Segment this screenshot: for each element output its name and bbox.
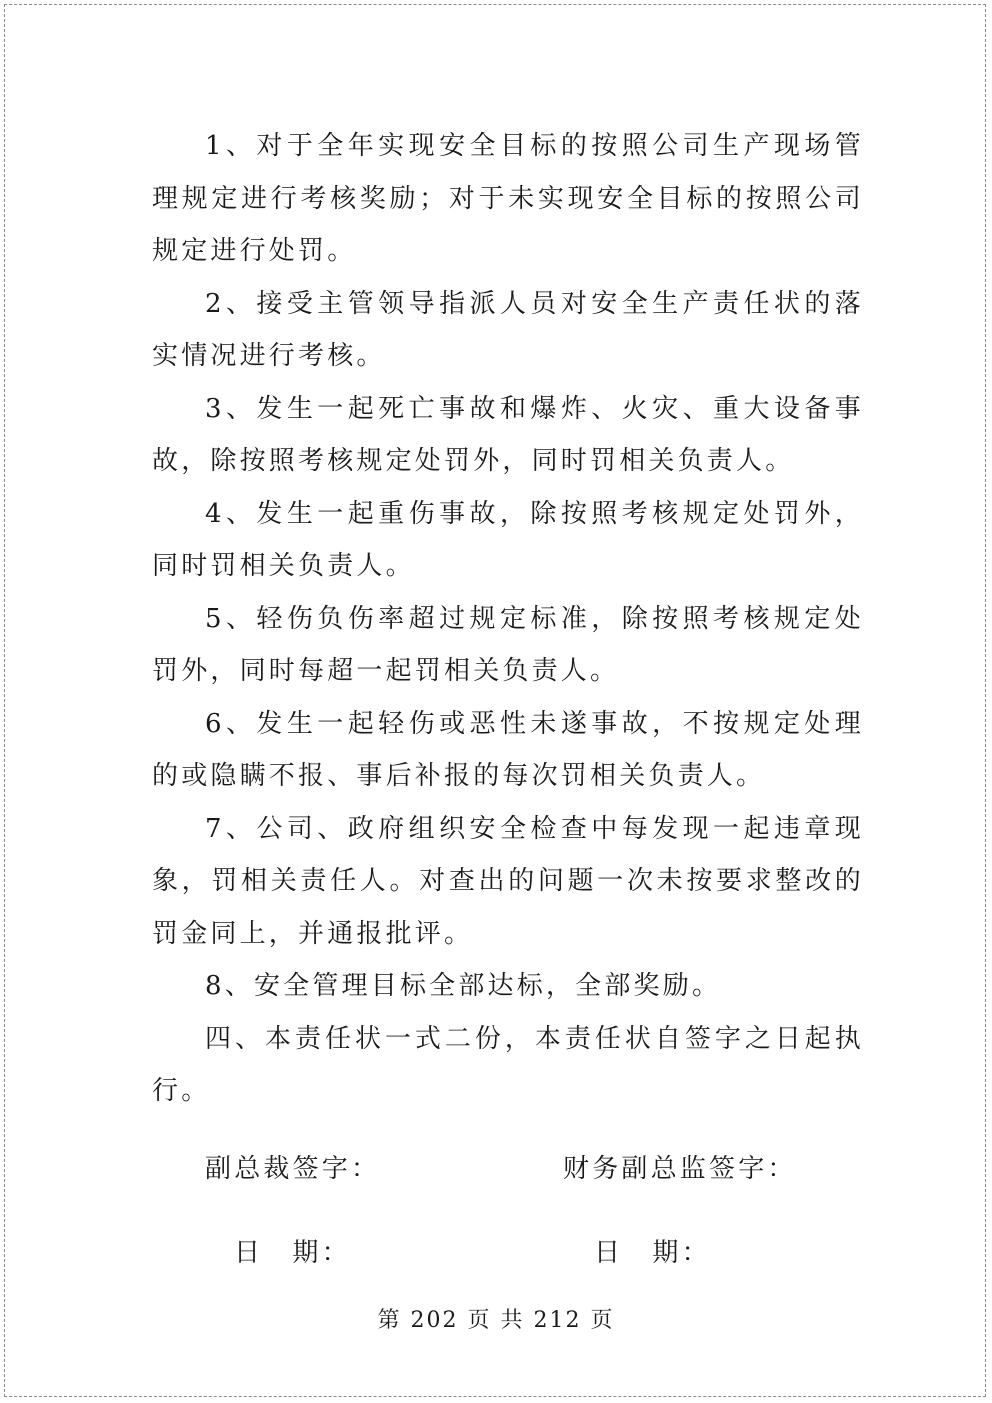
clause-1: 1、对于全年实现安全目标的按照公司生产现场管理规定进行考核奖励；对于未实现安全目标的按照公司规定进行处罚。 [152,131,864,266]
page-number-footer: 第 202 页 共 212 页 [377,1308,615,1333]
clause-8: 8、安全管理目标全部达标，全部奖励。 [205,971,722,1001]
clause-6: 6、发生一起轻伤或恶性未遂事故，不按规定处理的或隐瞒不报、事后补报的每次罚相关负责人。 [152,708,864,791]
clause-execution: 四、本责任状一式二份，本责任状自签字之日起执行。 [152,1023,864,1106]
clause-4: 4、发生一起重伤事故，除按照考核规定处罚外，同时罚相关负责人。 [152,498,864,581]
document-body [152,120,864,1118]
clause-5: 5、轻伤负伤率超过规定标准，除按照考核规定处罚外，同时每超一起罚相关负责人。 [152,603,864,686]
vp-signature-label: 副总裁签字： [205,1154,381,1184]
finance-date-label: 日 期： [594,1238,711,1268]
clause-2: 2、接受主管领导指派人员对安全生产责任状的落实情况进行考核。 [152,288,864,371]
clause-7: 7、公司、政府组织安全检查中每发现一起违章现象，罚相关责任人。对查出的问题一次未按要求整改的罚金同上，并通报批评。 [152,813,864,949]
finance-signature-label: 财务副总监签字： [563,1154,797,1184]
clause-3: 3、发生一起死亡事故和爆炸、火灾、重大设备事故，除按照考核规定处罚外，同时罚相关负责人。 [152,393,864,476]
vp-date-label: 日 期： [234,1238,351,1268]
